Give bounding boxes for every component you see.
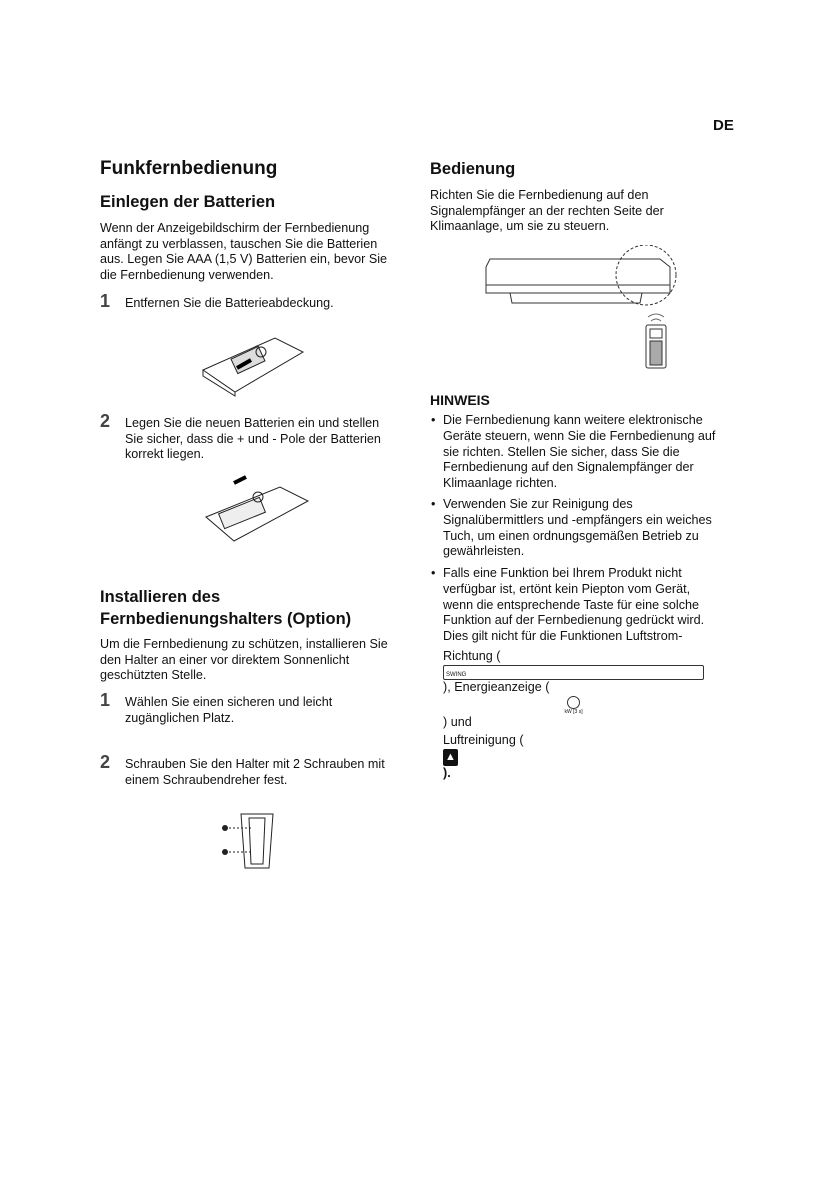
holder-step-2: 2 Schrauben Sie den Halter mit 2 Schrauben mit einem Schraubendreher fest. [100, 752, 385, 787]
note-item: • Verwenden Sie zur Reinigung des Signalübermittlers und -empfängers ein weiches Tuch, um einen ordnungsgemäßen Betrieb zu gewährleisten. [430, 497, 712, 560]
language-label: DE [713, 117, 734, 134]
remove-cover-illustration [195, 330, 310, 398]
note-item: • Die Fernbedienung kann weitere elektronische Geräte steuern, wenn Sie die Fernbedienung auf sie richten. Stellen Sie sicher, dass Sie die Fernbedienung auf den Signalempfänger der Klimaanlage richten. [430, 413, 715, 492]
energy-display-icon: kW [3 s] [443, 696, 704, 715]
aircon-remote-illustration [480, 245, 685, 370]
swing-button-icon: SWING [443, 665, 704, 680]
holder-intro: Um die Fernbedienung zu schützen, installieren Sie den Halter an einer vor direktem Sonnenlicht geschützten Stelle. [100, 637, 388, 683]
air-purification-icon: ▲ [443, 749, 458, 766]
holder-screws-illustration [215, 808, 285, 874]
operation-intro: Richten Sie die Fernbedienung auf den Signalempfänger an der rechten Seite der Klimaanlage, um sie zu steuern. [430, 188, 664, 234]
battery-step-2: 2 Legen Sie die neuen Batterien ein und stellen Sie sicher, dass die + und - Pole der Batterien korrekt liegen. [100, 411, 381, 462]
section-heading-holder: Installieren des Fernbedienungshalters (Option) [100, 588, 352, 628]
insert-batteries-illustration [200, 475, 315, 547]
page-title: Funkfernbedienung [100, 158, 278, 179]
section-heading-batteries: Einlegen der Batterien [100, 193, 276, 211]
battery-step-1: 1 Entfernen Sie die Batterieabdeckung. [100, 291, 334, 311]
note-item: • Falls eine Funktion bei Ihrem Produkt nicht verfügbar ist, ertönt kein Piepton vom Gerät, wenn die entsprechende Taste für eine solche Funktion auf der Fernbedienung gedrückt wird. Dies gilt nicht für die Funktionen Luftstrom- Richtung ( SWING ), Energieanzeige ( kW [3 s] ) und Luftreinigung ( ▲ ). [430, 566, 704, 782]
holder-step-1: 1 Wählen Sie einen sicheren und leicht zugänglichen Platz. [100, 690, 333, 725]
note-title: HINWEIS [430, 392, 490, 408]
batteries-intro: Wenn der Anzeigebildschirm der Fernbedienung anfängt zu verblassen, tauschen Sie die Batterien aus. Legen Sie AAA (1,5 V) Batterien ein, bevor Sie die Fernbedienung verwenden. [100, 221, 388, 282]
section-heading-operation: Bedienung [430, 160, 516, 178]
